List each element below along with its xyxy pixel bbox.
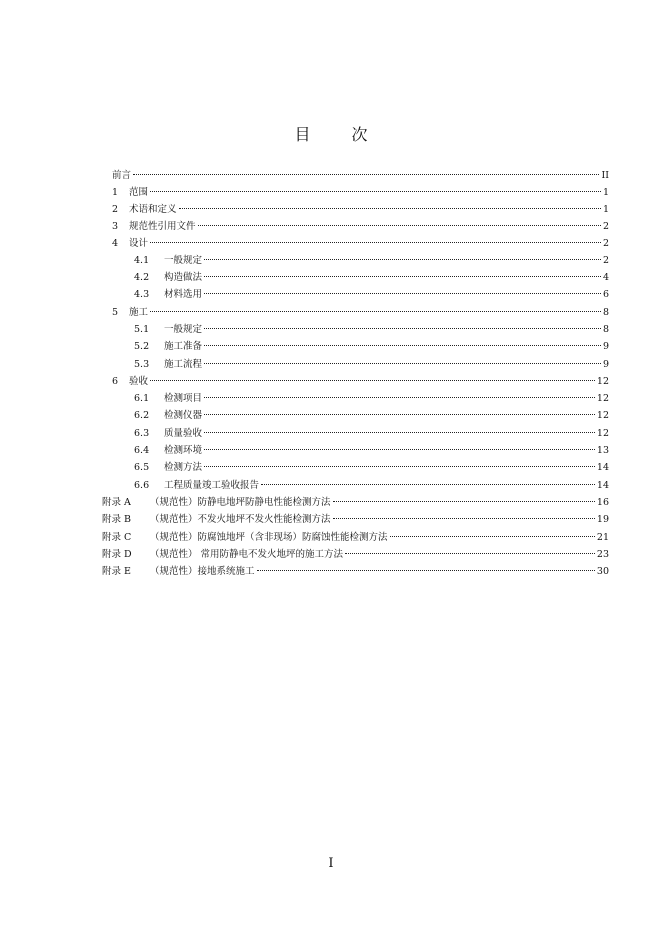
toc-entry-6-3[interactable] xyxy=(134,425,609,442)
toc-entry-number: 2 xyxy=(112,204,119,215)
toc-entry-4-3[interactable] xyxy=(134,286,609,303)
toc-leader xyxy=(150,311,601,312)
toc-entry-label: 设计 xyxy=(129,238,149,249)
toc-entry-number: 6.2 xyxy=(134,410,150,421)
toc-leader xyxy=(204,259,601,260)
toc-entry-number: 5 xyxy=(112,307,119,318)
toc-entry-label: （规范性）防腐蚀地坪（含非现场）防腐蚀性能检测方法 xyxy=(150,532,388,543)
toc-entry-page: 8 xyxy=(602,324,609,335)
toc-entry-number: 附录 A xyxy=(102,497,131,508)
toc-entry-label: 前言 xyxy=(112,170,132,181)
toc-leader xyxy=(204,432,595,433)
toc-entry-label: 术语和定义 xyxy=(129,204,177,215)
toc-entry-5-2[interactable] xyxy=(134,338,609,355)
toc-entry-page: 12 xyxy=(596,428,609,439)
toc-entry-label: 构造做法 xyxy=(164,272,203,283)
toc-entry-6-6[interactable] xyxy=(134,477,609,494)
toc-entry-number: 6.1 xyxy=(134,393,150,404)
toc-entry-appendix-e[interactable] xyxy=(102,563,609,580)
toc-entry-6-1[interactable] xyxy=(134,390,609,407)
toc-leader xyxy=(204,293,601,294)
toc-entry-number: 6.5 xyxy=(134,462,150,473)
toc-entry-number: 6.3 xyxy=(134,428,150,439)
toc-leader xyxy=(257,570,595,571)
toc-entry-label: 一般规定 xyxy=(164,255,203,266)
toc-title: 目 次 xyxy=(294,125,386,144)
toc-entry-number: 附录 C xyxy=(102,532,132,543)
toc-leader xyxy=(204,449,595,450)
toc-entry-number: 1 xyxy=(112,187,119,198)
toc-entry-number: 5.2 xyxy=(134,341,150,352)
toc-entry-3[interactable] xyxy=(112,218,609,235)
toc-leader xyxy=(198,225,601,226)
toc-leader xyxy=(150,380,595,381)
toc-entry-page: 9 xyxy=(602,341,609,352)
toc-entry-page: 1 xyxy=(602,204,609,215)
toc-entry-page: 1 xyxy=(602,187,609,198)
toc-entry-5-3[interactable] xyxy=(134,356,609,373)
toc-entry-page: 14 xyxy=(596,480,609,491)
toc-entry-page: 8 xyxy=(602,307,609,318)
toc-entry-page: 2 xyxy=(602,221,609,232)
toc-entry-number: 6.6 xyxy=(134,480,150,491)
toc-entry-page: 30 xyxy=(596,566,609,577)
toc-leader xyxy=(261,484,595,485)
page-number: I xyxy=(328,856,334,871)
toc-entry-label: （规范性）接地系统施工 xyxy=(150,566,255,577)
toc-entry-page: 6 xyxy=(602,289,609,300)
toc-entry-label: 检测项目 xyxy=(164,393,203,404)
toc-entry-page: 21 xyxy=(596,532,609,543)
toc-entry-number: 5.3 xyxy=(134,359,150,370)
toc-entry-label: 施工 xyxy=(129,307,149,318)
toc-entry-appendix-a[interactable] xyxy=(102,494,609,511)
toc-entry-number: 6.4 xyxy=(134,445,150,456)
toc-entry-5-1[interactable] xyxy=(134,321,609,338)
toc-entry-page: 16 xyxy=(596,497,609,508)
toc-entry-label: （规范性） 常用防静电不发火地坪的施工方法 xyxy=(150,549,344,560)
toc-entry-page: 4 xyxy=(602,272,609,283)
toc-entry-label: 检测方法 xyxy=(164,462,203,473)
toc-entry-5[interactable] xyxy=(112,304,609,321)
toc-entry-page: 19 xyxy=(596,514,609,525)
toc-leader xyxy=(150,242,601,243)
toc-leader xyxy=(150,191,601,192)
toc-entry-page: 9 xyxy=(602,359,609,370)
toc-entry-label: 检测环境 xyxy=(164,445,203,456)
toc-entry-foreword[interactable] xyxy=(112,167,609,184)
toc-entry-number: 4.1 xyxy=(134,255,150,266)
toc-entry-1[interactable] xyxy=(112,184,609,201)
toc-entry-label: 一般规定 xyxy=(164,324,203,335)
toc-entry-page: 12 xyxy=(596,393,609,404)
toc-entry-label: （规范性）防静电地坪防静电性能检测方法 xyxy=(150,497,331,508)
toc-entry-number: 4 xyxy=(112,238,119,249)
toc-entry-number: 4.2 xyxy=(134,272,150,283)
toc-leader xyxy=(345,553,595,554)
toc-entry-page: 13 xyxy=(596,445,609,456)
toc-entry-page: 2 xyxy=(602,255,609,266)
toc-entry-number: 4.3 xyxy=(134,289,150,300)
toc-entry-appendix-c[interactable] xyxy=(102,529,609,546)
toc-entry-label: 质量验收 xyxy=(164,428,203,439)
toc-leader xyxy=(333,518,595,519)
toc-entry-number: 附录 D xyxy=(102,549,132,560)
toc-entry-6[interactable] xyxy=(112,373,609,390)
toc-entry-label: 规范性引用文件 xyxy=(129,221,196,232)
toc-entry-number: 附录 B xyxy=(102,514,132,525)
toc-entry-label: 工程质量竣工验收报告 xyxy=(164,480,260,491)
toc-entry-number: 5.1 xyxy=(134,324,150,335)
toc-entry-2[interactable] xyxy=(112,201,609,218)
toc-leader xyxy=(390,536,595,537)
toc-entry-label: 施工准备 xyxy=(164,341,203,352)
toc-entry-4[interactable] xyxy=(112,235,609,252)
toc-entry-number: 6 xyxy=(112,376,119,387)
toc-entry-page: 12 xyxy=(596,410,609,421)
toc-leader xyxy=(133,174,599,175)
toc-entry-label: 施工流程 xyxy=(164,359,203,370)
toc-entry-4-1[interactable] xyxy=(134,252,609,269)
toc-entry-6-4[interactable] xyxy=(134,442,609,459)
toc-entry-page: II xyxy=(601,170,609,181)
toc-entry-number: 3 xyxy=(112,221,119,232)
toc-entry-label: 范围 xyxy=(129,187,149,198)
toc-entry-appendix-d[interactable] xyxy=(102,546,609,563)
toc-leader xyxy=(204,397,595,398)
toc-leader xyxy=(333,501,595,502)
toc-leader xyxy=(204,328,601,329)
toc-leader xyxy=(179,208,601,209)
toc-leader xyxy=(204,414,595,415)
toc-leader xyxy=(204,276,601,277)
toc-entry-6-5[interactable] xyxy=(134,459,609,476)
toc-leader xyxy=(204,345,601,346)
toc-entry-label: 材料选用 xyxy=(164,289,203,300)
toc-entry-page: 14 xyxy=(596,462,609,473)
toc-leader xyxy=(204,466,595,467)
toc-entry-page: 23 xyxy=(596,549,609,560)
toc-entry-label: 验收 xyxy=(129,376,149,387)
toc-entry-6-2[interactable] xyxy=(134,407,609,424)
toc-entry-page: 12 xyxy=(596,376,609,387)
toc-entry-number: 附录 E xyxy=(102,566,131,577)
toc-entry-page: 2 xyxy=(602,238,609,249)
toc-entry-4-2[interactable] xyxy=(134,269,609,286)
toc-entry-appendix-b[interactable] xyxy=(102,511,609,528)
toc-entry-label: 检测仪器 xyxy=(164,410,203,421)
toc-entry-label: （规范性）不发火地坪不发火性能检测方法 xyxy=(150,514,331,525)
toc-leader xyxy=(204,363,601,364)
